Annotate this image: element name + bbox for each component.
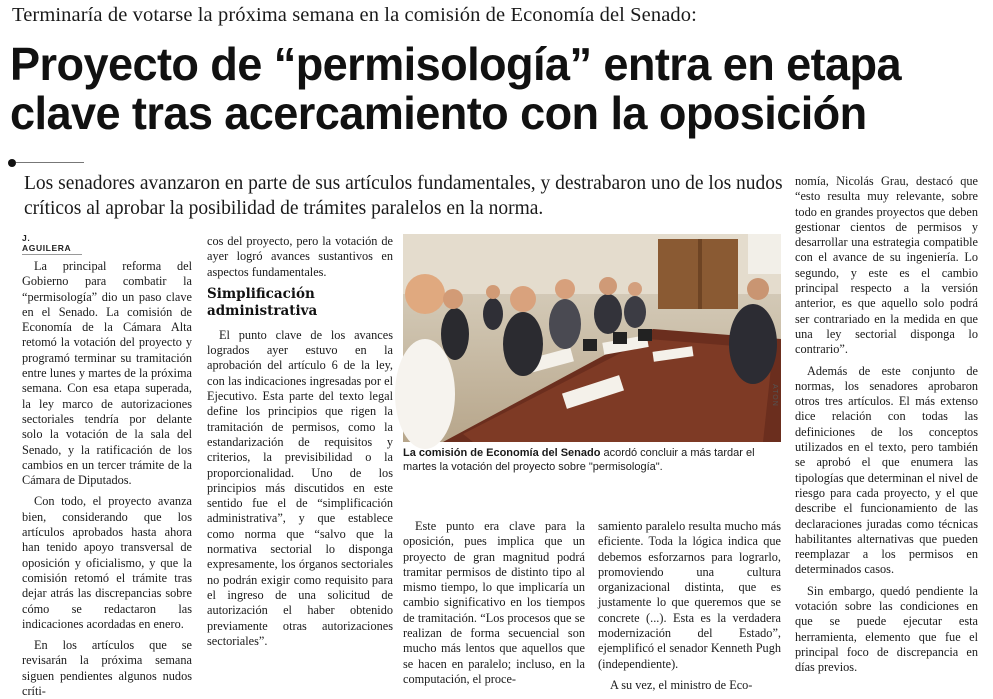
column-1 bbox=[22, 259, 192, 699]
subhead: Simplificación administrativa bbox=[207, 285, 318, 319]
column-3 bbox=[403, 519, 585, 687]
paragraph: samiento paralelo resulta mucho más eficiente. Toda la lógica indica que debemos esforzarnos para lograrlo, promoviendo una cultura organizacional distinta, que es justamente lo que queremos que se concrete (...). Esta es la verdadera modernización del Estado”, ejemplificó el senador Kenneth Pugh (independiente). bbox=[598, 519, 781, 671]
paragraph: En los artículos que se revisarán la próxima semana siguen pendientes algunos nudos críti- bbox=[22, 638, 192, 699]
caption-bold: La comisión de Economía del Senado bbox=[403, 447, 601, 459]
byline: J. AGUILERA bbox=[22, 233, 82, 255]
article-photo bbox=[403, 234, 781, 442]
caption-text: acordó concluir a más tardar el martes la votación del proyecto sobre "permisología". bbox=[403, 447, 755, 473]
paragraph: nomía, Nicolás Grau, destacó que “esto resulta muy relevante, sobre todo en grandes proyectos que deben gestionar cientos de permisos y desarrollar una estrategia compatible con el avance de su ingeniería. Lo segundo, y este es el cambio principal respecto a la versión anterior, es que aquello solo podrá ser contrariado en la medida en que una ley sectorial disponga lo contrario”. bbox=[795, 174, 978, 357]
paragraph: Este punto era clave para la oposición, pues implica que un proyecto de gran magnitud podrá tramitar permisos de distinto tipo al mismo tiempo, lo que implicaría un cambio significativo en los tiempos de tramitación. “Los procesos que se realizan de forma secuencial son mucho más lentos que aquellos que se hacen en paralelo; incluso, en la computación, el proce- bbox=[403, 519, 585, 686]
paragraph: El punto clave de los avances logrados ayer estuvo en la aprobación del artículo 6 de la ley, con las indicaciones ingresadas por el Ejecutivo. Esta parte del texto legal define los principios que rigen la tramitación de permisos, como la estandarización de requisitos y criterios, la previsibilidad o la proporcionalidad. Uno de los principios más discutidos en este sentido fue el de “simplificación administrativa”, y que establece como norma que “salvo que la normativa sectorial lo disponga expresamente, los órganos sectoriales no podrán exigir como requisito para el ingreso de una solicitud de autorización el haber obtenido previamente otras autorizaciones sectoriales”. bbox=[207, 327, 393, 648]
paragraph: Sin embargo, quedó pendiente la votación sobre las condiciones en que se puede ejecutar esta herramienta, elemento que fue el principal foco de discrepancia en días previos. bbox=[795, 583, 978, 675]
photo-credit: ATON bbox=[771, 384, 778, 407]
column-2 bbox=[207, 234, 393, 649]
paragraph: Con todo, el proyecto avanza bien, considerando que los artículos aprobados hasta ahora han tenido apoyo transversal de oposición y oficialismo, y que la comisión retomó el trámite tras dejar atrás las discrepancias sobre cómo se redactaron las indicaciones acordadas en enero. bbox=[22, 494, 192, 631]
column-4 bbox=[598, 519, 781, 693]
photo-caption bbox=[403, 446, 783, 474]
paragraph: La principal reforma del Gobierno para combatir la “permisología” dio un paso clave en el Senado. La comisión de Economía de la Cámara Alta retomó la votación del proyecto y programó terminar su tramitación entre lunes y martes de la próxima semana. Con esa etapa superada, la ley marco de autorizaciones sectoriales tendría por delante solo la votación de la sala del Senado, y la ratificación de los cambios en un tercer trámite de la Cámara de Diputados. bbox=[22, 259, 192, 488]
paragraph: cos del proyecto, pero la votación de ayer logró avances sustantivos en aspectos fundamentales. bbox=[207, 234, 393, 279]
rule-line bbox=[16, 162, 84, 163]
paragraph: A su vez, el ministro de Eco- bbox=[610, 677, 753, 692]
article-kicker: Terminaría de votarse la próxima semana en la comisión de Economía del Senado: bbox=[12, 4, 697, 26]
photo-illustration bbox=[403, 234, 781, 442]
column-5 bbox=[795, 174, 978, 676]
article-deck: Los senadores avanzaron en parte de sus artículos fundamentales, y destrabaron uno de los nudos críticos al aprobar la posibilidad de trámites paralelos en la norma. bbox=[24, 173, 783, 219]
article-headline: Proyecto de “permisología” entra en etapa clave tras acercamiento con la oposición bbox=[10, 38, 902, 139]
paragraph: Además de este conjunto de normas, los senadores aprobaron otros tres artículos. El más extenso dice relación con todas las definiciones de los conceptos utilizados en el texto, pero también se aprobó el que enumera las tipologías que determinan el nivel de riesgo para cada proyecto, y el que describe el funcionamiento de las declaraciones juradas como técnicas habilitantes alternativas que pueden reemplazar a los permisos en determinados casos. bbox=[795, 363, 978, 577]
rule-dot bbox=[8, 159, 16, 167]
